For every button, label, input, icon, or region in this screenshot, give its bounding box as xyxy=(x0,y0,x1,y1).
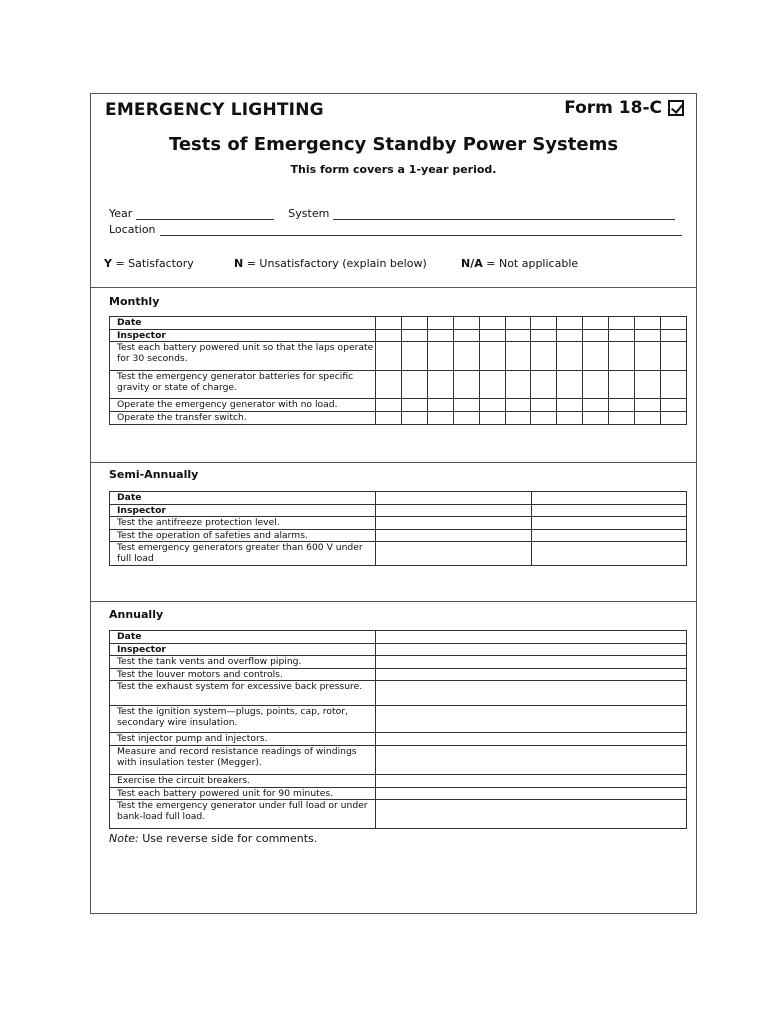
form-category-title: EMERGENCY LIGHTING xyxy=(105,100,324,120)
semi-annual-cell[interactable] xyxy=(376,542,532,566)
semi-annual-cell[interactable] xyxy=(531,542,687,566)
monthly-cell[interactable] xyxy=(453,399,479,412)
monthly-cell[interactable] xyxy=(376,412,402,425)
checkbox-checked-icon xyxy=(668,100,684,116)
monthly-cell[interactable] xyxy=(660,330,686,342)
annual-cell[interactable] xyxy=(376,656,687,669)
monthly-inspector-row xyxy=(110,330,687,342)
monthly-cell[interactable] xyxy=(609,317,635,330)
monthly-cell[interactable] xyxy=(583,317,609,330)
monthly-cell[interactable] xyxy=(635,317,661,330)
monthly-cell[interactable] xyxy=(531,412,557,425)
monthly-cell[interactable] xyxy=(531,371,557,399)
semi-annual-cell[interactable] xyxy=(531,505,687,517)
form-subtitle: This form covers a 1-year period. xyxy=(290,163,497,176)
legend-na: N/A = Not applicable xyxy=(461,257,579,270)
semi-annual-inspector-label: Inspector xyxy=(110,505,376,517)
semi-annual-cell[interactable] xyxy=(531,492,687,505)
section-divider xyxy=(91,462,696,463)
semi-annual-cell[interactable] xyxy=(376,530,532,542)
form-number: Form 18-C xyxy=(564,98,662,118)
table-row xyxy=(110,775,687,788)
monthly-cell[interactable] xyxy=(401,371,427,399)
note-text: Use reverse side for comments. xyxy=(138,832,318,845)
legend-n: N = Unsatisfactory (explain below) xyxy=(234,257,427,270)
monthly-cell[interactable] xyxy=(609,399,635,412)
monthly-cell[interactable] xyxy=(583,371,609,399)
monthly-cell[interactable] xyxy=(376,399,402,412)
monthly-item: Operate the emergency generator with no load. xyxy=(110,399,376,412)
monthly-item: Test the emergency generator batteries for specific gravity or state of charge. xyxy=(110,371,376,399)
table-row xyxy=(110,371,687,399)
monthly-cell[interactable] xyxy=(401,330,427,342)
monthly-cell[interactable] xyxy=(453,317,479,330)
semi-annual-cell[interactable] xyxy=(376,492,532,505)
annual-cell[interactable] xyxy=(376,631,687,644)
semi-annual-inspector-row xyxy=(110,505,687,517)
annual-cell[interactable] xyxy=(376,681,687,706)
table-row xyxy=(110,399,687,412)
semi-annual-cell[interactable] xyxy=(531,517,687,530)
annual-date-label: Date xyxy=(110,631,376,644)
monthly-cell[interactable] xyxy=(660,317,686,330)
monthly-cell[interactable] xyxy=(609,342,635,371)
footer-note xyxy=(109,832,317,845)
system-label: System xyxy=(288,207,330,220)
monthly-cell[interactable] xyxy=(453,330,479,342)
monthly-cell[interactable] xyxy=(557,330,583,342)
monthly-cell[interactable] xyxy=(427,342,453,371)
monthly-cell[interactable] xyxy=(557,317,583,330)
table-row xyxy=(110,669,687,681)
table-row xyxy=(110,517,687,530)
monthly-item: Test each battery powered unit so that the laps operate for 30 seconds. xyxy=(110,342,376,371)
note-label: Note: xyxy=(109,832,139,845)
annual-cell[interactable] xyxy=(376,775,687,788)
monthly-cell[interactable] xyxy=(557,399,583,412)
annual-item: Test the emergency generator under full load or under bank-load full load. xyxy=(110,800,376,829)
monthly-cell[interactable] xyxy=(583,399,609,412)
monthly-cell[interactable] xyxy=(505,371,531,399)
annual-section-title: Annually xyxy=(109,608,164,621)
monthly-cell[interactable] xyxy=(376,342,402,371)
location-row xyxy=(109,223,682,236)
table-row xyxy=(110,412,687,425)
monthly-cell[interactable] xyxy=(660,342,686,371)
monthly-cell[interactable] xyxy=(557,342,583,371)
monthly-cell[interactable] xyxy=(609,371,635,399)
table-row xyxy=(110,706,687,733)
table-row xyxy=(110,342,687,371)
table-row xyxy=(110,542,687,566)
monthly-cell[interactable] xyxy=(401,399,427,412)
system-field[interactable] xyxy=(333,209,675,220)
year-label: Year xyxy=(109,207,133,220)
semi-annual-table xyxy=(109,491,687,566)
annual-item: Exercise the circuit breakers. xyxy=(110,775,376,788)
monthly-cell[interactable] xyxy=(453,342,479,371)
monthly-cell[interactable] xyxy=(479,412,505,425)
table-row xyxy=(110,733,687,746)
annual-date-row xyxy=(110,631,687,644)
monthly-cell[interactable] xyxy=(583,412,609,425)
monthly-date-row xyxy=(110,317,687,330)
table-row xyxy=(110,656,687,669)
monthly-cell[interactable] xyxy=(609,330,635,342)
annual-item: Test each battery powered unit for 90 minutes. xyxy=(110,788,376,800)
legend-y: Y = Satisfactory xyxy=(104,257,194,270)
annual-item: Test injector pump and injectors. xyxy=(110,733,376,746)
annual-item: Test the louver motors and controls. xyxy=(110,669,376,681)
monthly-cell[interactable] xyxy=(505,330,531,342)
monthly-cell[interactable] xyxy=(479,317,505,330)
section-divider xyxy=(91,601,696,602)
year-field[interactable] xyxy=(136,209,274,220)
monthly-cell[interactable] xyxy=(583,342,609,371)
monthly-cell[interactable] xyxy=(557,412,583,425)
annual-item: Test the ignition system—plugs, points, cap, rotor, secondary wire insulation. xyxy=(110,706,376,733)
monthly-cell[interactable] xyxy=(660,412,686,425)
monthly-cell[interactable] xyxy=(479,399,505,412)
monthly-cell[interactable] xyxy=(531,330,557,342)
table-row xyxy=(110,788,687,800)
annual-item: Test the tank vents and overflow piping. xyxy=(110,656,376,669)
monthly-cell[interactable] xyxy=(531,317,557,330)
semi-annual-date-label: Date xyxy=(110,492,376,505)
monthly-cell[interactable] xyxy=(401,342,427,371)
monthly-cell[interactable] xyxy=(505,399,531,412)
annual-cell[interactable] xyxy=(376,706,687,733)
monthly-cell[interactable] xyxy=(583,330,609,342)
monthly-cell[interactable] xyxy=(531,342,557,371)
monthly-cell[interactable] xyxy=(505,412,531,425)
annual-item: Measure and record resistance readings of windings with insulation tester (Megger). xyxy=(110,746,376,775)
monthly-cell[interactable] xyxy=(453,371,479,399)
monthly-cell[interactable] xyxy=(376,330,402,342)
monthly-cell[interactable] xyxy=(660,399,686,412)
form-18c xyxy=(90,93,697,914)
monthly-cell[interactable] xyxy=(635,371,661,399)
monthly-cell[interactable] xyxy=(376,371,402,399)
semi-annual-item: Test the operation of safeties and alarms. xyxy=(110,530,376,542)
form-number-block xyxy=(564,98,684,118)
annual-table xyxy=(109,630,687,829)
monthly-cell[interactable] xyxy=(479,371,505,399)
monthly-inspector-label: Inspector xyxy=(110,330,376,342)
monthly-cell[interactable] xyxy=(453,412,479,425)
annual-cell[interactable] xyxy=(376,733,687,746)
semi-annual-cell[interactable] xyxy=(531,530,687,542)
monthly-cell[interactable] xyxy=(505,317,531,330)
annual-cell[interactable] xyxy=(376,746,687,775)
table-row xyxy=(110,800,687,829)
monthly-cell[interactable] xyxy=(427,412,453,425)
semi-annual-section-title: Semi-Annually xyxy=(109,468,199,481)
semi-annual-item: Test emergency generators greater than 600 V under full load xyxy=(110,542,376,566)
monthly-item: Operate the transfer switch. xyxy=(110,412,376,425)
monthly-cell[interactable] xyxy=(505,342,531,371)
table-row xyxy=(110,681,687,706)
monthly-cell[interactable] xyxy=(557,371,583,399)
form-title: Tests of Emergency Standby Power Systems xyxy=(168,134,619,155)
monthly-table xyxy=(109,316,687,425)
monthly-cell[interactable] xyxy=(427,371,453,399)
monthly-cell[interactable] xyxy=(635,412,661,425)
monthly-cell[interactable] xyxy=(609,412,635,425)
monthly-cell[interactable] xyxy=(427,317,453,330)
annual-cell[interactable] xyxy=(376,788,687,800)
semi-annual-cell[interactable] xyxy=(376,505,532,517)
monthly-cell[interactable] xyxy=(401,317,427,330)
monthly-cell[interactable] xyxy=(531,399,557,412)
semi-annual-date-row xyxy=(110,492,687,505)
monthly-cell[interactable] xyxy=(427,399,453,412)
monthly-cell[interactable] xyxy=(635,330,661,342)
annual-inspector-label: Inspector xyxy=(110,644,376,656)
annual-cell[interactable] xyxy=(376,644,687,656)
monthly-cell[interactable] xyxy=(479,330,505,342)
table-row xyxy=(110,746,687,775)
location-field[interactable] xyxy=(160,225,682,236)
table-row xyxy=(110,530,687,542)
monthly-cell[interactable] xyxy=(376,317,402,330)
monthly-cell[interactable] xyxy=(660,371,686,399)
annual-cell[interactable] xyxy=(376,800,687,829)
location-label: Location xyxy=(109,223,156,236)
monthly-cell[interactable] xyxy=(479,342,505,371)
annual-cell[interactable] xyxy=(376,669,687,681)
section-divider xyxy=(91,287,696,288)
monthly-cell[interactable] xyxy=(401,412,427,425)
annual-inspector-row xyxy=(110,644,687,656)
annual-item: Test the exhaust system for excessive back pressure. xyxy=(110,681,376,706)
monthly-section-title: Monthly xyxy=(109,295,160,308)
monthly-cell[interactable] xyxy=(635,399,661,412)
semi-annual-cell[interactable] xyxy=(376,517,532,530)
monthly-cell[interactable] xyxy=(635,342,661,371)
monthly-cell[interactable] xyxy=(427,330,453,342)
year-system-row xyxy=(109,207,675,220)
semi-annual-item: Test the antifreeze protection level. xyxy=(110,517,376,530)
monthly-date-label: Date xyxy=(110,317,376,330)
